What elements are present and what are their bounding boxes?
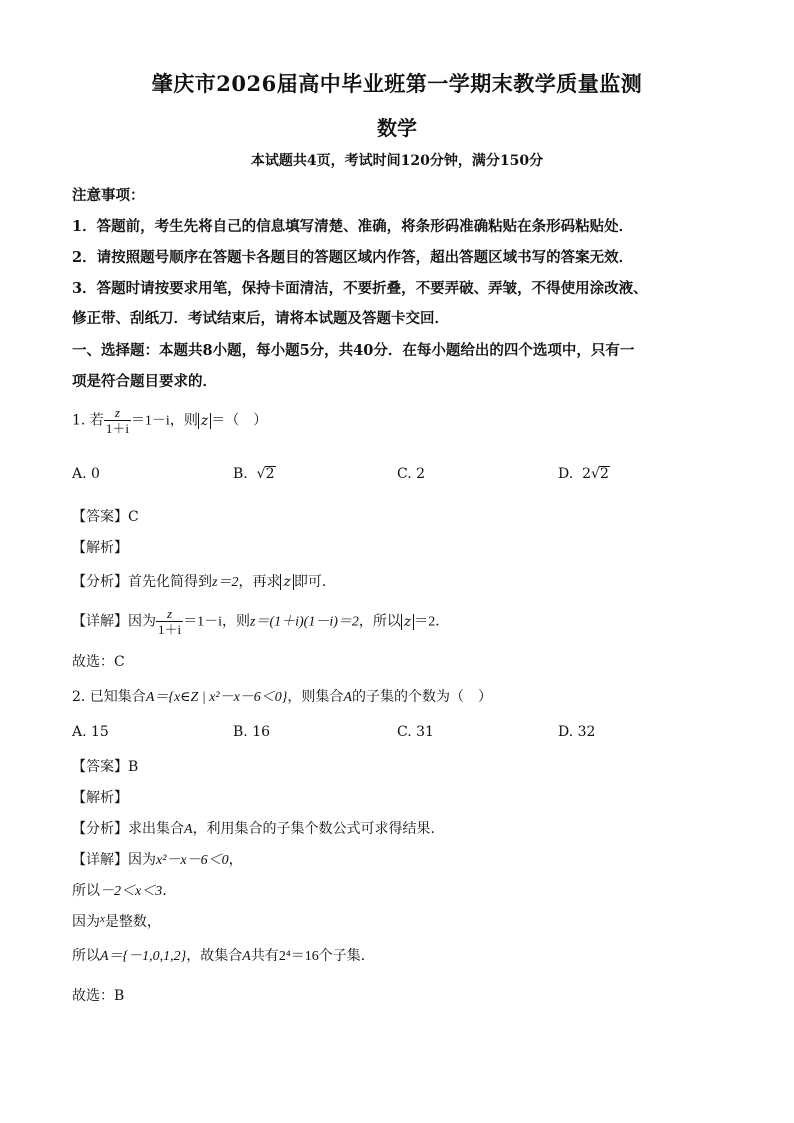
q1-frac-den: 1＋i <box>105 421 129 436</box>
q2-fenxi: 【分析】求出集合A，利用集合的子集个数公式可求得结果. <box>72 821 436 837</box>
note-item-1: 1．答题前，考生先将自己的信息填写清楚、准确，将条形码准确粘贴在条形码粘贴处． <box>72 218 634 235</box>
exam-title: 肇庆市2026届高中毕业班第一学期末教学质量监测 <box>151 71 643 96</box>
q2-choose: 故选：B <box>72 988 125 1004</box>
note-item-3a: 3．答题时请按要求用笔，保持卡面清洁，不要折叠，不要弄破、弄皱，不得使用涂改液、 <box>72 280 648 297</box>
q1-option-c: C. 2 <box>397 466 426 482</box>
note-item-2: 2．请按照题号顺序在答题卡各题目的答题区域内作答，超出答题区域书写的答案无效． <box>72 249 634 266</box>
q1-fraction <box>104 405 131 436</box>
section1-line2: 项是符合题目要求的． <box>72 373 217 390</box>
q2-stem: 2. 已知集合A＝{x∈Z | x²－x－6＜0}，则集合A的子集的个数为（ ） <box>72 689 492 705</box>
q1-analysis-tag: 【解析】 <box>72 540 128 556</box>
q2-step-4: 所以A＝{－1,0,1,2}，故集合A共有2⁴＝16个子集． <box>72 948 375 964</box>
q1-stem <box>72 405 267 436</box>
q1-mid: ，则 <box>169 412 198 429</box>
q2-answer: 【答案】B <box>72 759 139 775</box>
q2-xiangjie: 【详解】因为x²－x－6＜0， <box>72 852 243 868</box>
q1-abs: z <box>198 413 211 429</box>
q2-option-a: A. 15 <box>72 724 109 740</box>
q1-option-a: A. 0 <box>72 466 100 482</box>
exam-info: 本试题共4页，考试时间120分钟，满分150分 <box>250 153 544 169</box>
q1-option-b: B. √2 <box>233 466 275 482</box>
q1-rhs: ＝1－i <box>130 413 170 429</box>
notes-heading: 注意事项： <box>72 187 145 204</box>
subject-title: 数学 <box>377 116 417 140</box>
q2-step-2: 所以－2＜x＜3． <box>72 883 177 899</box>
q1-frac-num: z <box>104 405 131 421</box>
q1-xiangjie: 【详解】因为 $\frac{z}{1+i}$ ＝1－i，则z＝(1＋i)(1－i)＝2，所以 z ＝2． <box>72 606 450 637</box>
q2-option-b: B. 16 <box>233 724 271 740</box>
section1-line1: 一、选择题：本题共8小题，每小题5分，共40分．在每小题给出的四个选项中，只有一 <box>72 342 635 359</box>
q2-option-c: C. 31 <box>397 724 434 740</box>
q1-option-d: D. 2√2 <box>558 466 609 482</box>
q2-option-d: D. 32 <box>558 724 596 740</box>
note-item-3b: 修正带、刮纸刀．考试结束后，请将本试题及答题卡交回． <box>72 310 449 327</box>
q1-fenxi: 【分析】首先化简得到z＝2，再求 z 即可. <box>72 574 327 590</box>
q1-answer: 【答案】C <box>72 509 139 525</box>
q1-suffix: ＝（ ） <box>211 412 268 429</box>
q1-prefix: 1. 若 <box>72 412 104 429</box>
q1-choose: 故选：C <box>72 654 125 670</box>
q2-analysis-tag: 【解析】 <box>72 790 128 806</box>
q2-step-3: 因为$^x$是整数， <box>72 913 161 930</box>
